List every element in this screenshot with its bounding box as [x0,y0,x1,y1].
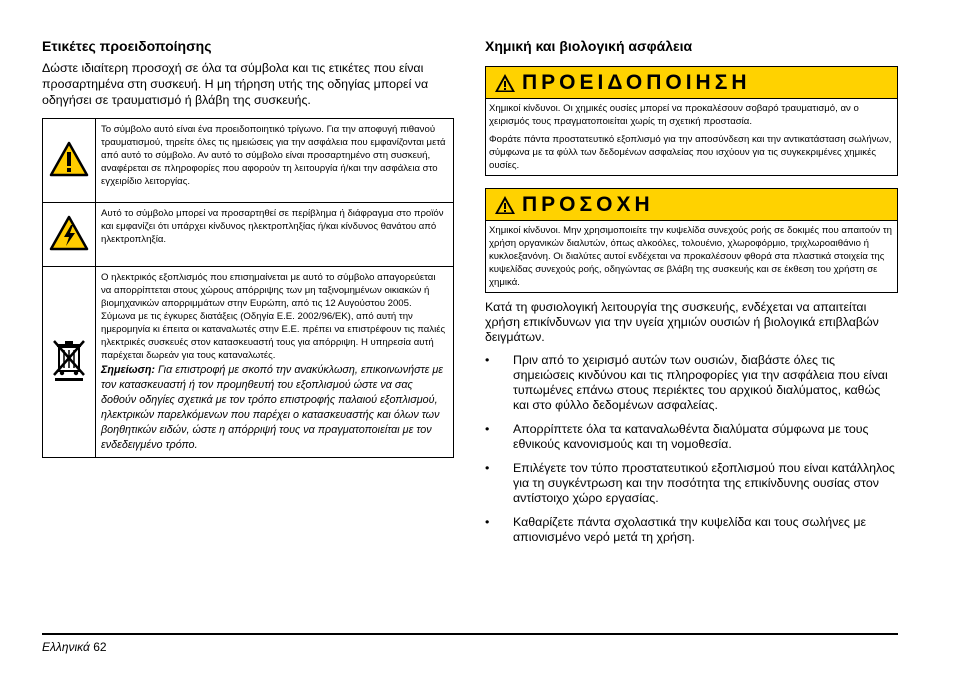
left-column [42,38,454,458]
warning-box [485,66,898,176]
icon-cell [43,267,96,458]
icon-cell [43,119,96,203]
crossed-out-bin-icon [51,338,87,382]
page-footer [42,640,107,654]
warning-triangle-icon [49,141,89,177]
caution-body [486,220,897,292]
bullet: • [485,353,490,367]
list-item [485,461,898,506]
right-column [485,38,898,554]
bullet: • [485,515,490,529]
footer-language: Ελληνικά [42,640,90,654]
symbols-table [42,118,454,458]
section-heading-warning-labels: Ετικέτες προειδοποίησης [42,38,212,54]
bullet: • [485,461,490,475]
table-row [43,119,454,203]
list-item-text: Πριν από το χειρισμό αυτών των ουσιών, διαβάστε όλες τις σημειώσεις κινδύνου και τις πληροφορίες για την ασφάλεια που είναι τυπωμένες επάνω στους περιέκτες του αρχικού διαλύματος, καθώς και στο φύλλο δεδομένων ασφαλείας. [513,353,888,412]
row-text: Αυτό το σύμβολο μπορεί να προσαρτηθεί σε περίβλημα ή διάφραγμα στο προϊόν και εμφανίζει ότι υπάρχει κίνδυνος ηλεκτροπληξίας ή/και κίνδυνος θανάτου από ηλεκτροπληξία. [96,203,454,267]
list-item-text: Επιλέγετε τον τύπο προστατευτικού εξοπλισμού που είναι κατάλληλος για τη συγκέντρωση και την ποσότητα της επικίνδυνης ουσίας στον αντίστοιχο χώρο εργασίας. [513,461,895,505]
table-row [43,267,454,458]
weee-note [101,363,448,453]
note-text: Για επιστροφή με σκοπό την ανακύκλωση, επικοινωνήστε με τον κατασκευαστή ή τον προμηθευτή του εξοπλισμού ώστε να σας δοθούν οδηγίες σχετικά με τον τρόπο επιστροφής παλαιού εξοπλισμού, ηλεκτρικών παρελκόμενων που παρέχει ο κατασκευαστής και όλων των βοηθητικών ειδών, ώστε η απόρριψή τους να πραγματοποιείται με τον ενδεδειγμένο τρόπο. [101,364,444,451]
warning-header [486,67,897,98]
note-label: Σημείωση: [101,364,156,376]
warning-text-1: Χημικοί κίνδυνοι. Οι χημικές ουσίες μπορεί να προκαλέσουν σοβαρό τραυματισμό, αν ο χειρισμός τους πραγματοποιείται χωρίς τη σχετική προστασία. [489,103,859,127]
safety-bullet-list [485,353,898,545]
section-heading-chemical-safety: Χημική και βιολογική ασφάλεια [485,38,693,54]
intro-paragraph: Δώστε ιδιαίτερη προσοχή σε όλα τα σύμβολα και τις ετικέτες που είναι προσαρτημένα στη συσκευή. Η μη τήρηση υτής της οδηγίας μπορεί να οδηγήσει σε τραυματισμό ή βλάβη της συσκευής. [42,61,429,107]
warning-text-2: Φοράτε πάντα προστατευτικό εξοπλισμό για την αποσύνδεση και την αντικατάσταση σωλήνων, σύμφωνα με τα φύλλ των δεδομένων ασφαλείας που ισχύουν για τις συγκεκριμένες χημικές ουσίες. [489,134,892,171]
list-item [485,353,898,413]
list-item [485,422,898,452]
table-row [43,203,454,267]
warning-triangle-icon [494,73,516,93]
caution-box [485,188,898,293]
bullet: • [485,422,490,436]
warning-body [486,98,897,175]
electrical-hazard-icon [49,215,89,251]
warning-triangle-icon [494,195,516,215]
warning-title: ΠΡΟΕΙΔΟΠΟΙΗΣΗ [522,70,751,94]
list-item-text: Καθαρίζετε πάντα σχολαστικά την κυψελίδα και τους σωλήνες με απιονισμένο νερό μετά τη χρήση. [513,515,866,544]
caution-text: Χημικοί κίνδυνοι. Μην χρησιμοποιείτε την κυψελίδα συνεχούς ροής σε δοκιμές που απαιτούν τη χρήση οργανικών διαλυτών, όπως αλκοόλες, τολουένιο, χλωροφόρμιο, τριχλωροαιθάνιο ή κυκλοεξανόνη. Οι διαλύτες αυτοί ενδέχεται να προκαλέσουν φθορά στα πλαστικά στοιχεία της κυψελίδας συνεχούς ροής, οδηγώντας σε βλάβη της συσκευής και σε έκθεση του χρήστη σε χημικά. [489,225,892,288]
caution-title: ΠΡΟΣΟΧΗ [522,192,654,216]
weee-text: Ο ηλεκτρικός εξοπλισμός που επισημαίνεται με αυτό το σύμβολο απαγορεύεται να απορρίπτεται στους χώρους απόρριψης των μη ταξινομημένων οικιακών ή βιομηχανικών απορριμμάτων στην Ευρώπη, από τις 12 Αυγούστου 2005. Σύμωνα με τις έγκυρες διατάξεις (Οδηγία Ε.Ε. 2002/96/ΕΚ), από αυτή την ημερομηνία κι έπειτα οι καταναλωτές στην Ε.Ε. πρέπει να επιστρέφουν τις παλιές ηλεκτρικές συσκευές στον κατασκευαστή τους για απόρριψη. Η υπηρεσία αυτή παρέχεται δωρεάν για τους καταναλωτές. [101,272,446,361]
icon-cell [43,203,96,267]
row-text: Το σύμβολο αυτό είναι ένα προειδοποιητικό τρίγωνο. Για την αποφυγή πιθανού τραυματισμού, τηρείτε όλες τις ημειώσεις για την ασφάλεια που εμφανίζονται μετά από αυτό το σύμβολο. Αν αυτό το σύμβολο είναι προσαρτημένο στη συσκευή, αναφέρεται σε πληροφορίες που αφορούν τη λειτουργία ή/και την ασφάλεια στο εγχειρίδιο λειτοργίας. [96,119,454,203]
row-text-weee [96,267,454,458]
list-item-text: Απορρίπτετε όλα τα καταναλωθέντα διαλύματα σύμφωνα με τους εθνικούς κανονισμούς και τη νομοθεσία. [513,422,869,451]
list-item [485,515,898,545]
chemical-paragraph: Κατά τη φυσιολογική λειτουργία της συσκευής, ενδέχεται να απαιτείται χρήση επικίνδυνων για την υγεία χημιών ουσιών ή βιολογικά επιβλαβών δειγμάτων. [485,300,879,344]
caution-header [486,189,897,220]
footer-divider [42,633,898,635]
page-number: 62 [93,640,107,654]
